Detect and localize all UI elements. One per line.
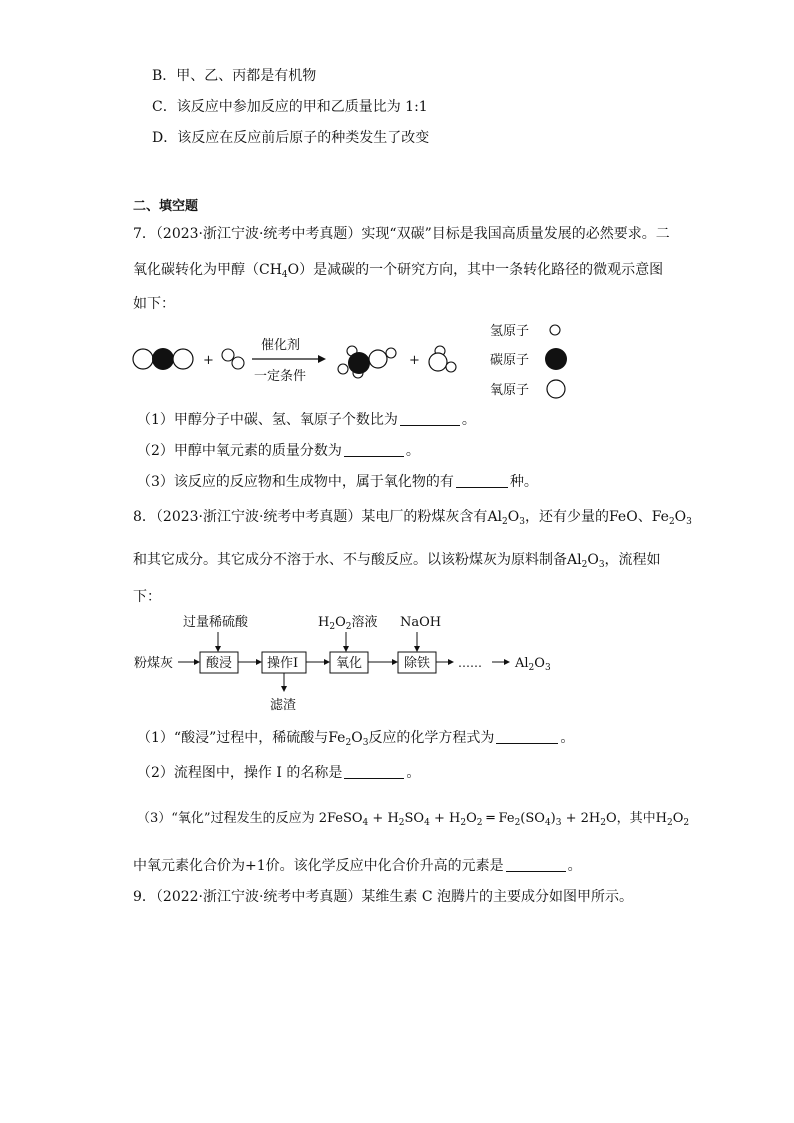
methanol-h-atom-2 [338, 364, 348, 374]
legend-hydrogen-icon [550, 325, 560, 335]
input-h2o2-solution: $H_2O_2$溶液 [318, 615, 378, 632]
methanol-carbon-atom [348, 352, 370, 374]
legend-oxygen-icon [547, 380, 565, 398]
q7-sub1: （1）甲醇分子中碳、氢、氧原子个数比为 。 [137, 412, 476, 428]
h2-atom-2 [232, 357, 244, 369]
q7-line3: 如下： [133, 296, 175, 312]
legend-carbon-label: 碳原子 [490, 353, 530, 368]
step-operation-1: 操作Ⅰ [267, 656, 299, 671]
answer-blank[interactable] [400, 412, 460, 426]
q7-line1: 7．（2023·浙江宁波·统考中考真题）实现“双碳”目标是我国高质量发展的必然要求。二 [133, 226, 670, 242]
q8-line2: 和其它成分。其它成分不溶于水、不与酸反应。以该粉煤灰为原料制备$Al_2O_3$，流程如 [133, 552, 661, 570]
q8-sub1: （1）“酸浸”过程中，稀硫酸与$Fe_2O_3$反应的化学方程式为 。 [137, 730, 575, 748]
q8-sub3-line1: （3）“氧化”过程发生的反应为 2FeSO$_4$ + $H_2SO_4 + H_2O_2$ ═ $Fe_2(SO_4)_3 + 2H_2O$，其中$H_2O_2$ [137, 811, 690, 828]
plus-sign-2: + [409, 353, 420, 368]
legend-carbon-icon [545, 348, 567, 370]
step-acid-leach: 酸浸 [206, 656, 233, 671]
q9-line1: 9．（2022·浙江宁波·统考中考真题）某维生素 C 泡腾片的主要成分如图甲所示。 [133, 889, 634, 905]
step-iron-removal: 除铁 [404, 656, 431, 671]
q7-sub2: （2）甲醇中氧元素的质量分数为 。 [137, 443, 420, 459]
legend-hydrogen-label: 氢原子 [490, 324, 530, 339]
h2-atom-1 [222, 349, 234, 361]
answer-blank[interactable] [344, 443, 404, 457]
plus-sign-1: + [203, 353, 214, 368]
methanol-h-atom-4 [386, 348, 396, 358]
co2-oxygen-atom-right [173, 349, 193, 369]
ellipsis: …… [458, 656, 482, 670]
legend-oxygen-label: 氧原子 [490, 383, 530, 398]
water-h-atom-2 [446, 362, 456, 372]
output-residue: 滤渣 [270, 698, 297, 713]
catalyst-label: 催化剂 [261, 338, 301, 353]
condition-label: 一定条件 [254, 369, 307, 384]
q8-line3: 下： [133, 589, 161, 605]
q8-process-flowchart [130, 610, 570, 714]
answer-blank[interactable] [496, 730, 558, 744]
q8-line1: 8．（2023·浙江宁波·统考中考真题）某电厂的粉煤灰含有$Al_2O_3$，还有少量的FeO、$Fe_2O_3$ [133, 509, 692, 527]
co2-carbon-atom [152, 348, 174, 370]
co2-oxygen-atom-left [133, 349, 153, 369]
q7-sub3: （3）该反应的反应物和生成物中，属于氧化物的有 种。 [137, 474, 538, 490]
q7-molecule-diagram [128, 318, 588, 408]
start-fly-ash: 粉煤灰 [134, 656, 174, 671]
water-oxygen-atom [429, 353, 447, 371]
input-dilute-sulfuric-acid: 过量稀硫酸 [183, 615, 249, 630]
end-alumina: $Al_2O_3$ [515, 656, 551, 673]
section-title: 二、填空题 [133, 199, 199, 214]
answer-blank[interactable] [456, 474, 508, 488]
option-b: B．甲、乙、丙都是有机物 [152, 68, 317, 84]
q8-sub2: （2）流程图中，操作 I 的名称是 。 [137, 765, 421, 781]
methanol-oxygen-atom [369, 350, 387, 368]
step-oxidation: 氧化 [336, 656, 363, 671]
reaction-arrow-head [318, 355, 326, 363]
q7-line2: 氧化碳转化为甲醇$(CH_4O)$是减碳的一个研究方向，其中一条转化路径的微观示意图 [133, 262, 664, 280]
answer-blank[interactable] [506, 858, 566, 872]
q8-sub3-line2: 中氧元素化合价为+1价。该化学反应中化合价升高的元素是 。 [133, 858, 582, 874]
answer-blank[interactable] [344, 765, 404, 779]
input-naoh: NaOH [400, 615, 442, 630]
option-d: D．该反应在反应前后原子的种类发生了改变 [152, 130, 430, 146]
option-c: C．该反应中参加反应的甲和乙质量比为 1:1 [152, 99, 428, 115]
